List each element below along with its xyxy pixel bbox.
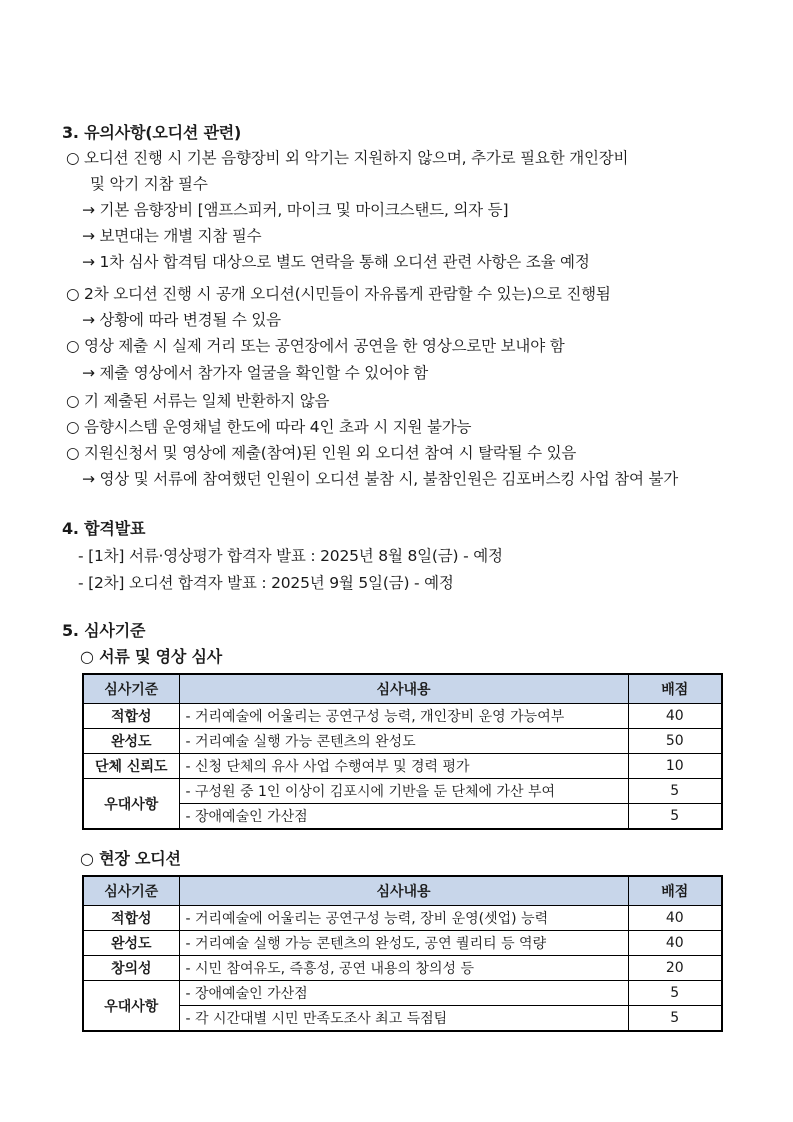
note-line: → 영상 및 서류에 참여했던 인원이 오디션 불참 시, 불참인원은 김포버스킹 사업 참여 불가: [82, 470, 679, 488]
score-cell: 20: [628, 956, 722, 981]
note-line: → 보면대는 개별 지참 필수: [82, 227, 262, 245]
content-cell: - 신청 단체의 유사 사업 수행여부 및 경력 평가: [179, 754, 628, 779]
note-line: ○ 오디션 진행 시 기본 음향장비 외 악기는 지원하지 않으며, 추가로 필요한 개인장비: [66, 149, 629, 167]
table-row: [83, 804, 722, 830]
note-line: → 제출 영상에서 참가자 얼굴을 확인할 수 있어야 함: [82, 364, 429, 382]
criteria-table-audition: [82, 875, 723, 1032]
content-cell: - 장애예술인 가산점: [179, 804, 628, 830]
criteria-cell: 단체 신뢰도: [83, 754, 179, 779]
table-row: [83, 704, 722, 729]
header-criteria: 심사기준: [83, 674, 179, 704]
table-row: [83, 754, 722, 779]
table-row: [83, 729, 722, 754]
criteria-cell: 적합성: [83, 906, 179, 931]
header-content: 심사내용: [179, 876, 628, 906]
score-cell: 40: [628, 906, 722, 931]
header-content: 심사내용: [179, 674, 628, 704]
score-cell: 5: [628, 981, 722, 1006]
header-score: 배점: [628, 674, 722, 704]
score-cell: 5: [628, 779, 722, 804]
note-line: 및 악기 지참 필수: [90, 175, 208, 193]
score-cell: 40: [628, 931, 722, 956]
content-cell: - 거리예술 실행 가능 콘텐츠의 완성도: [179, 729, 628, 754]
score-cell: 50: [628, 729, 722, 754]
content-cell: - 거리예술에 어울리는 공연구성 능력, 장비 운영(셋업) 능력: [179, 906, 628, 931]
table-1-caption: ○ 서류 및 영상 심사: [80, 647, 223, 666]
table-row: [83, 981, 722, 1006]
criteria-table-document: [82, 673, 723, 830]
criteria-cell: 우대사항: [83, 981, 179, 1032]
announce-line: - [2차] 오디션 합격자 발표 : 2025년 9월 5일(금) - 예정: [78, 574, 454, 592]
content-cell: - 거리예술 실행 가능 콘텐츠의 완성도, 공연 퀄리티 등 역량: [179, 931, 628, 956]
note-line: ○ 음향시스템 운영채널 한도에 따라 4인 초과 시 지원 불가능: [66, 418, 472, 436]
criteria-cell: 완성도: [83, 729, 179, 754]
content-cell: - 시민 참여유도, 즉흥성, 공연 내용의 창의성 등: [179, 956, 628, 981]
header-criteria: 심사기준: [83, 876, 179, 906]
table-row: [83, 931, 722, 956]
score-cell: 10: [628, 754, 722, 779]
table-row: [83, 956, 722, 981]
table-2-caption: ○ 현장 오디션: [80, 849, 181, 868]
announce-line: - [1차] 서류·영상평가 합격자 발표 : 2025년 8월 8일(금) - 예정: [78, 547, 503, 565]
header-score: 배점: [628, 876, 722, 906]
criteria-cell: 적합성: [83, 704, 179, 729]
criteria-cell: 창의성: [83, 956, 179, 981]
note-line: → 기본 음향장비 [앰프스피커, 마이크 및 마이크스탠드, 의자 등]: [82, 201, 509, 219]
note-line: ○ 기 제출된 서류는 일체 반환하지 않음: [66, 392, 330, 410]
note-line: → 1차 심사 합격팀 대상으로 별도 연락을 통해 오디션 관련 사항은 조율 예정: [82, 253, 590, 271]
section-3-title: 3. 유의사항(오디션 관련): [62, 123, 242, 142]
note-line: → 상황에 따라 변경될 수 있음: [82, 311, 281, 329]
note-line: ○ 2차 오디션 진행 시 공개 오디션(시민들이 자유롭게 관람할 수 있는)으로 진행됨: [66, 285, 611, 303]
table-row: [83, 779, 722, 804]
section-4-title: 4. 합격발표: [62, 519, 146, 538]
section-5-title: 5. 심사기준: [62, 621, 146, 640]
score-cell: 40: [628, 704, 722, 729]
content-cell: - 장애예술인 가산점: [179, 981, 628, 1006]
score-cell: 5: [628, 804, 722, 830]
content-cell: - 구성원 중 1인 이상이 김포시에 기반을 둔 단체에 가산 부여: [179, 779, 628, 804]
score-cell: 5: [628, 1006, 722, 1032]
table-row: [83, 1006, 722, 1032]
content-cell: - 거리예술에 어울리는 공연구성 능력, 개인장비 운영 가능여부: [179, 704, 628, 729]
table-row: [83, 906, 722, 931]
criteria-cell: 완성도: [83, 931, 179, 956]
note-line: ○ 지원신청서 및 영상에 제출(참여)된 인원 외 오디션 참여 시 탈락될 수 있음: [66, 444, 577, 462]
content-cell: - 각 시간대별 시민 만족도조사 최고 득점팀: [179, 1006, 628, 1032]
criteria-cell: 우대사항: [83, 779, 179, 830]
note-line: ○ 영상 제출 시 실제 거리 또는 공연장에서 공연을 한 영상으로만 보내야 함: [66, 337, 565, 355]
